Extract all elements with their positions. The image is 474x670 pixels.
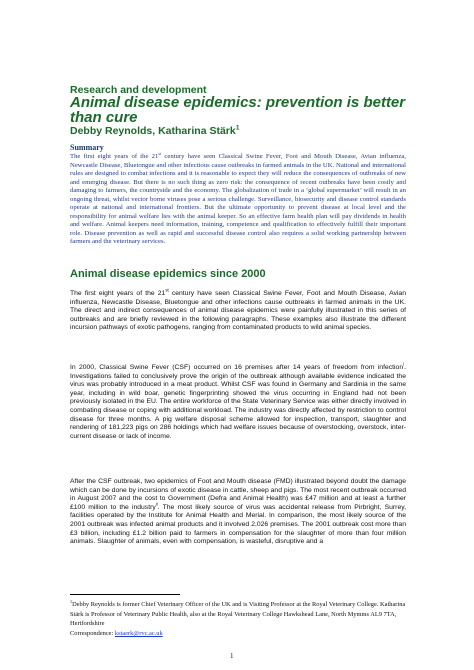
- authors-line: [70, 125, 240, 137]
- body-paragraph-2: [70, 361, 406, 441]
- body-paragraph-3: [70, 478, 406, 547]
- footnote: [70, 600, 410, 638]
- authors-footnote-mark: 1: [235, 124, 240, 132]
- p3-part2: . The most likely source of virus was accidental release from Pirbright, Surrey, facilities operated by the Institute for Animal Health and Merial. In comparison, the most likely source of the 2001 outbreak was infected animal products and it involved 2,026 premises. The 2001 outbreak cost more than £3 billion, including £1.2 billion paid to farmers in compensation for the slaughter of more than four million animals. Slaughter of animals, even with compensation, is wasteful, disruptive and a: [70, 503, 407, 546]
- summary-text-part1: The first eight years of the 21: [70, 153, 159, 160]
- p1-sup: st: [165, 287, 169, 293]
- p3-part1: After the CSF outbreak, two epidemics of Foot and Mouth disease (FMD) illustrated beyond doubt the damage which can be done by incursions of exotic disease in cattle, sheep and pigs. The most recent outbreak occurred in August 2007 and the cost to Government (Defra and Animal Health) was £47 million and at least a further £100 million to the industry: [70, 478, 406, 511]
- summary-paragraph: [70, 150, 406, 247]
- article-title: Animal disease epidemics: prevention is better than cure: [70, 94, 406, 126]
- p2-part1: In 2000, Classical Swine Fever (CSF) occurred on 16 premises after 14 years of freedom from infection: [70, 364, 404, 371]
- summary-text-part2: century have seen Classical Swine Fever, Foot and Mouth Disease, Avian influenza, Newcastle Disease, Bluetongue and other infectious cause outbreaks in farmed animals in the UK. National and international rules are designed to combat infections and it is reasonable to expect they will reduce the consequences of outbreaks of new and emerging disease. But there is no such thing as zero risk: the consequence of recent outbreaks have been costly and damaging to farmers, the countryside and the economy. The globalization of trade in a ‘global supermarket’ will result in an ongoing threat, whilst vector borne viruses pose a serious challenge. Surveillance, biosecurity and disease control standards operate at national and international frontiers. But the ultimate opportunity to prevent disease at local level and the responsibility for animal welfare lies with the animal keeper. So an effective farm health plan will pay dividends in health and welfare. Animal keepers need information, training, competence and qualification to effectively fulfill their important role. Disease prevention as well as rapid and successful disease control also requires a solid working partnership between farmers and the veterinary services.: [70, 153, 406, 245]
- p1-part1: The first eight years of the 21: [70, 290, 166, 297]
- p1-part2: century have seen Classical Swine Fever, Foot and Mouth Disease, Avian influenza, Newcastle Disease, Bluetongue and other infections cause outbreaks in farmed animals in the UK. The direct and indirect consequences of animal disease epidemics were painfully illustrated in this series of outbreaks and are briefly reviewed in the following paragraphs. These examples also illustrate the different incursion pathways of exotic pathogens, ranging from contaminated products to wild animal species.: [70, 290, 406, 332]
- page-number: 1: [230, 652, 234, 660]
- p2-endnote-mark: i: [403, 361, 405, 367]
- summary-heading: Summary: [70, 143, 104, 152]
- authors-names: Debby Reynolds, Katharina Stärk: [70, 125, 236, 137]
- section-heading: Animal disease epidemics since 2000: [70, 268, 266, 280]
- body-paragraph-1: [70, 287, 406, 333]
- p2-part2: . Investigations failed to conclusively prove the origin of the outbreak although available evidence indicated the virus was probably introduced in a meat product. Whilst CSF was found in Germany and Sardinia in the same year, including in wild boar, genetic fingerprinting showed the virus occurring in England had not been previously isolated in the EU. The entire workforce of the State Veterinary Service was either directly involved in combating disease or coping with additional workload. The industry was directly affected by restriction to control disease for three months. A pig welfare disposal scheme allowed for inspection, transport, slaughter and rendering of 181,223 pigs on 286 holdings which had welfare issues because of overstocking, overstock, inter-current disease or lack of income.: [70, 364, 406, 440]
- summary-sup: st: [158, 150, 162, 156]
- footnote-divider: [70, 594, 180, 595]
- footnote-mark: 1: [70, 598, 73, 604]
- email-link[interactable]: kstaerk@rvc.ac.uk: [114, 629, 163, 637]
- correspondence-label: Correspondence:: [70, 629, 115, 637]
- p3-endnote-mark: ii: [155, 501, 158, 507]
- section-label: Research and development: [70, 84, 207, 96]
- footnote-text: Debby Reynolds is former Chief Veterinary Officer of the UK and is Visiting Professor at the Royal Veterinary College. Katharina Stärk is Professor of Veterinary Public Health, also at the Royal Veterinary College Hawkshead Lane, North Mymms AL9 7TA, Hertfordshire: [70, 601, 406, 628]
